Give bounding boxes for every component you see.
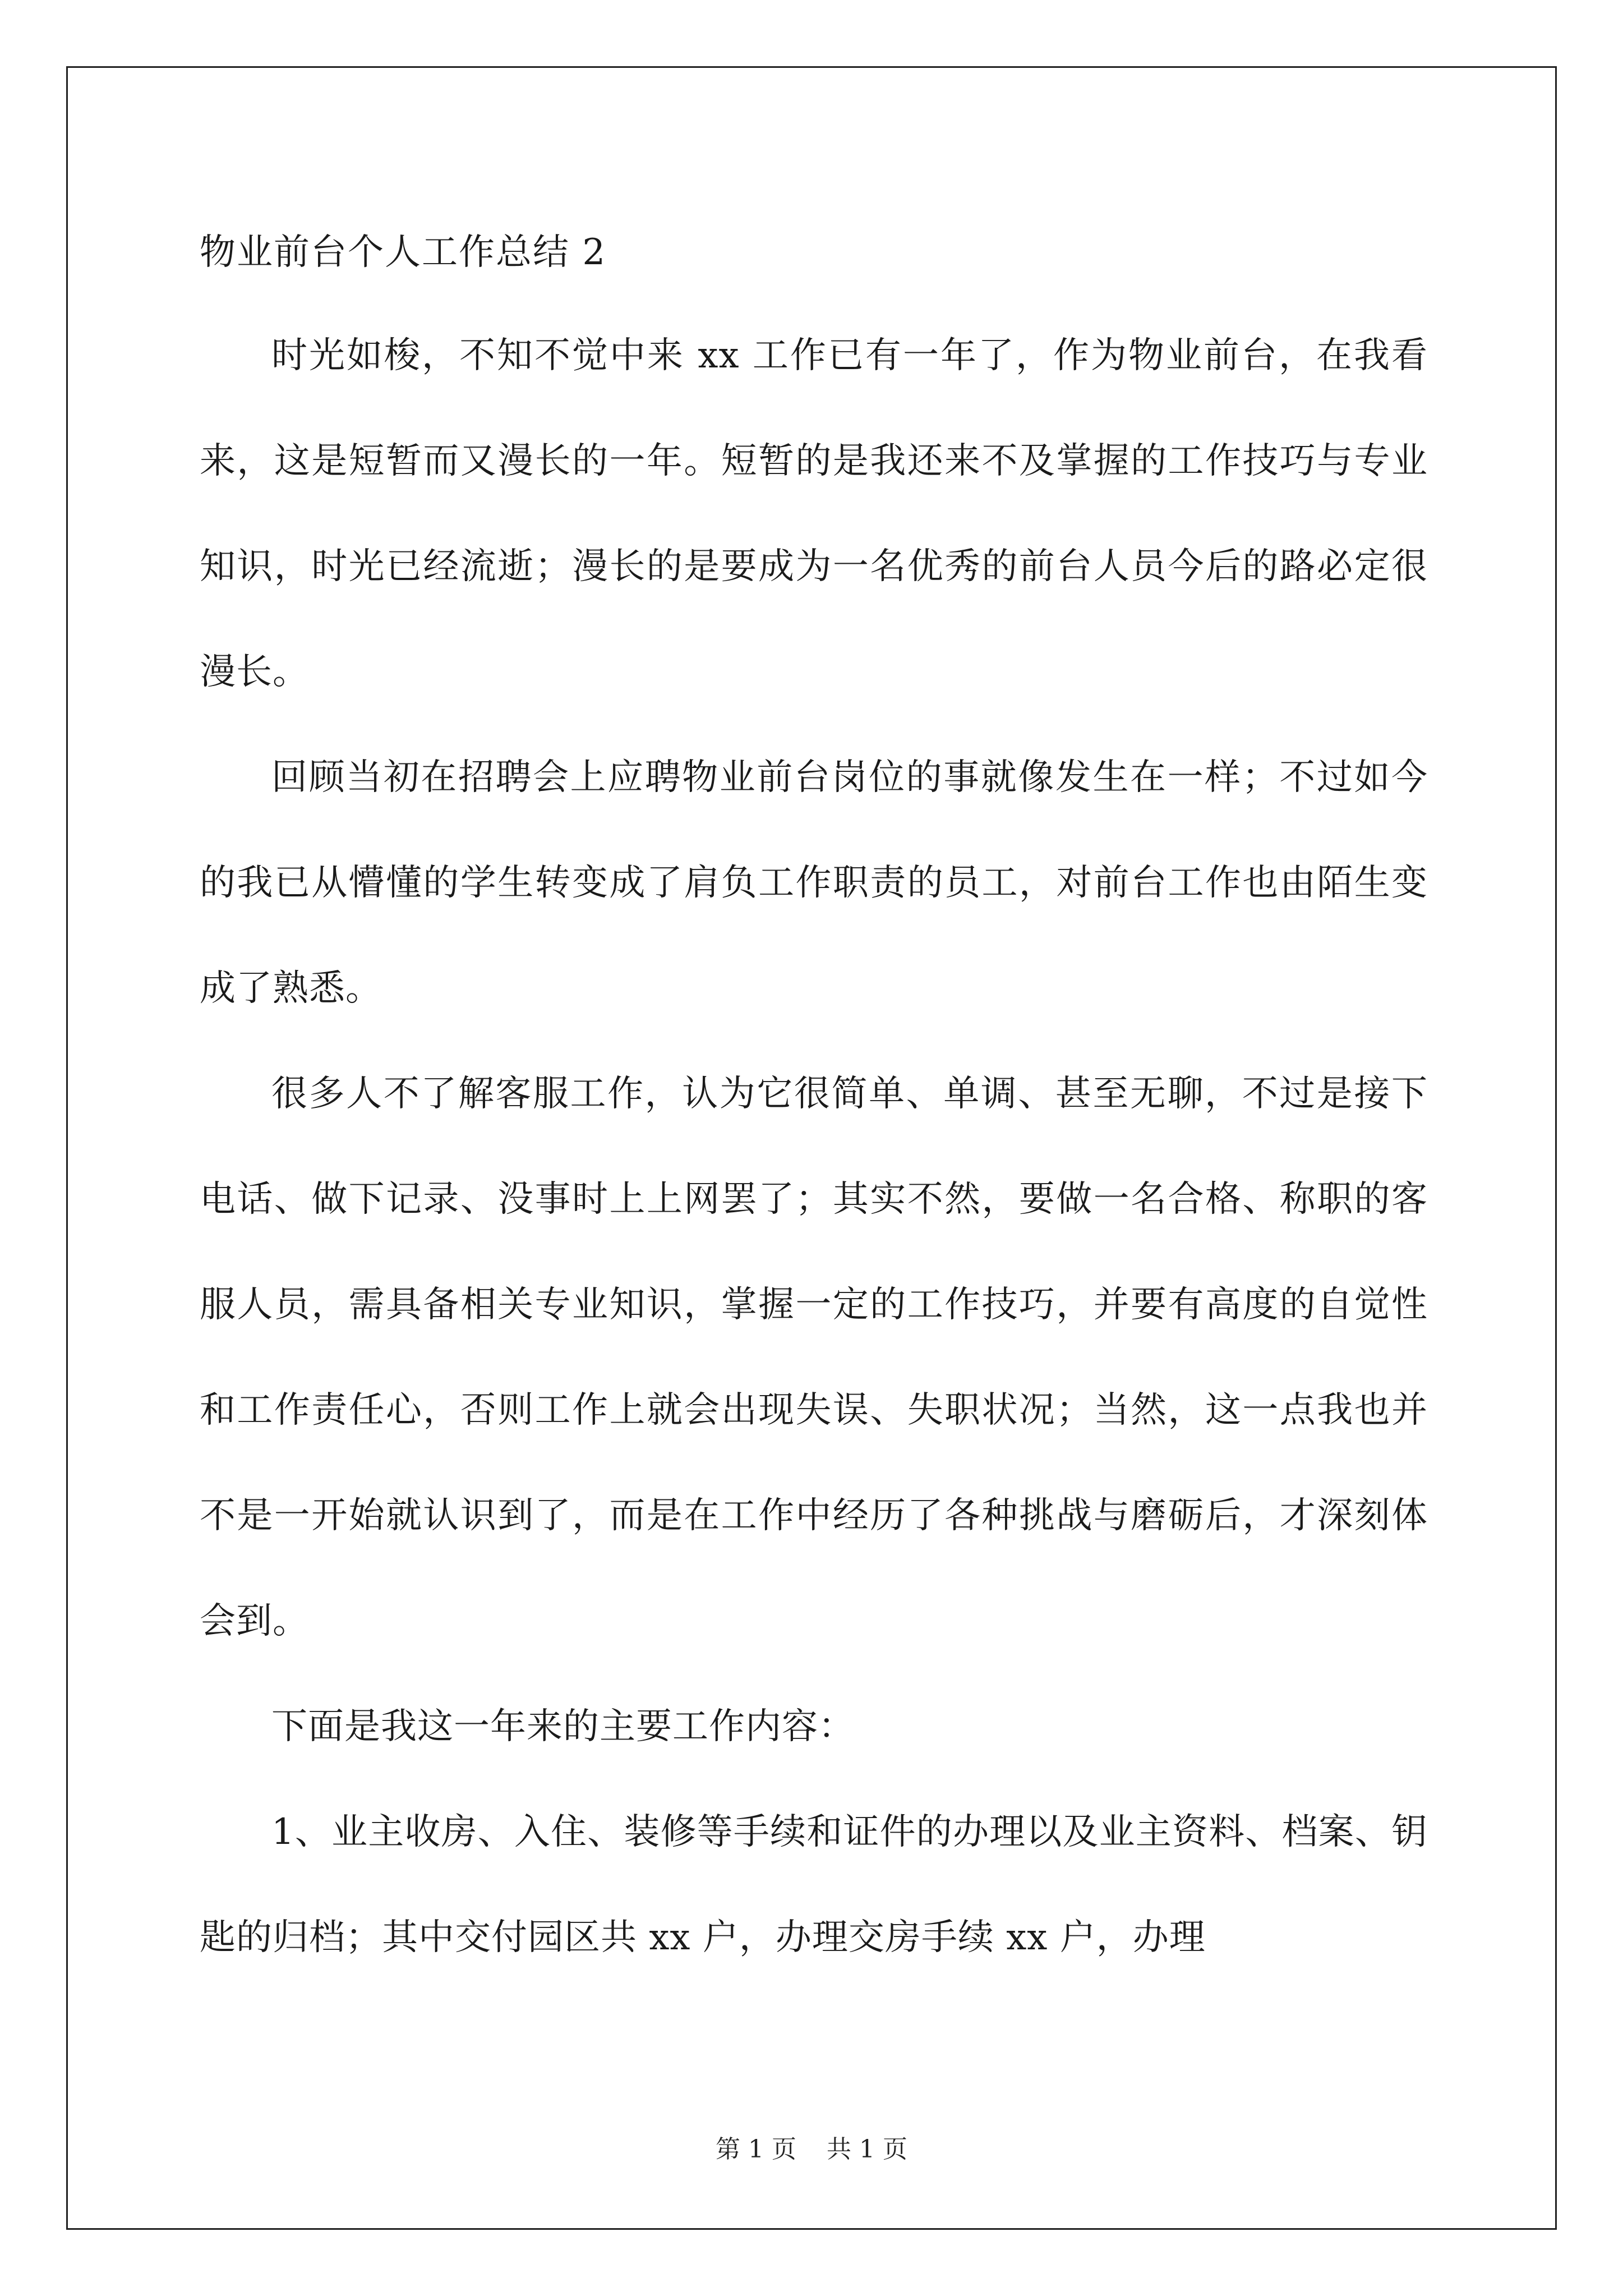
paragraph: 时光如梭，不知不觉中来 xx 工作已有一年了，作为物业前台，在我看来，这是短暂而又漫长的一年。短暂的是我还来不及掌握的工作技巧与专业知识，时光已经流逝；漫长的是要成为一名优秀的前台人员今后的路必定很漫长。: [200, 335, 1428, 693]
paragraph: 很多人不了解客服工作，认为它很简单、单调、甚至无聊，不过是接下电话、做下记录、没事时上上网罢了；其实不然，要做一名合格、称职的客服人员，需具备相关专业知识，掌握一定的工作技巧，并要有高度的自觉性和工作责任心，否则工作上就会出现失误、失职状况；当然，这一点我也并不是一开始就认识到了，而是在工作中经历了各种挑战与磨砺后，才深刻体会到。: [200, 1073, 1428, 1642]
paragraph: 回顾当初在招聘会上应聘物业前台岗位的事就像发生在一样；不过如今的我已从懵懂的学生转变成了肩负工作职责的员工，对前台工作也由陌生变成了熟悉。: [200, 757, 1428, 1009]
paragraph: 1、业主收房、入住、装修等手续和证件的办理以及业主资料、档案、钥匙的归档；其中交付园区共 xx 户，办理交房手续 xx 户，办理: [200, 1811, 1428, 1958]
page-number-current: 第 1 页: [716, 2135, 796, 2164]
document-title: 物业前台个人工作总结 2: [200, 232, 607, 273]
page-number-total: 共 1 页: [827, 2135, 907, 2164]
page-footer: [0, 2129, 1623, 2165]
document-body: [200, 213, 1428, 1990]
paragraph: 下面是我这一年来的主要工作内容：: [271, 1706, 855, 1747]
